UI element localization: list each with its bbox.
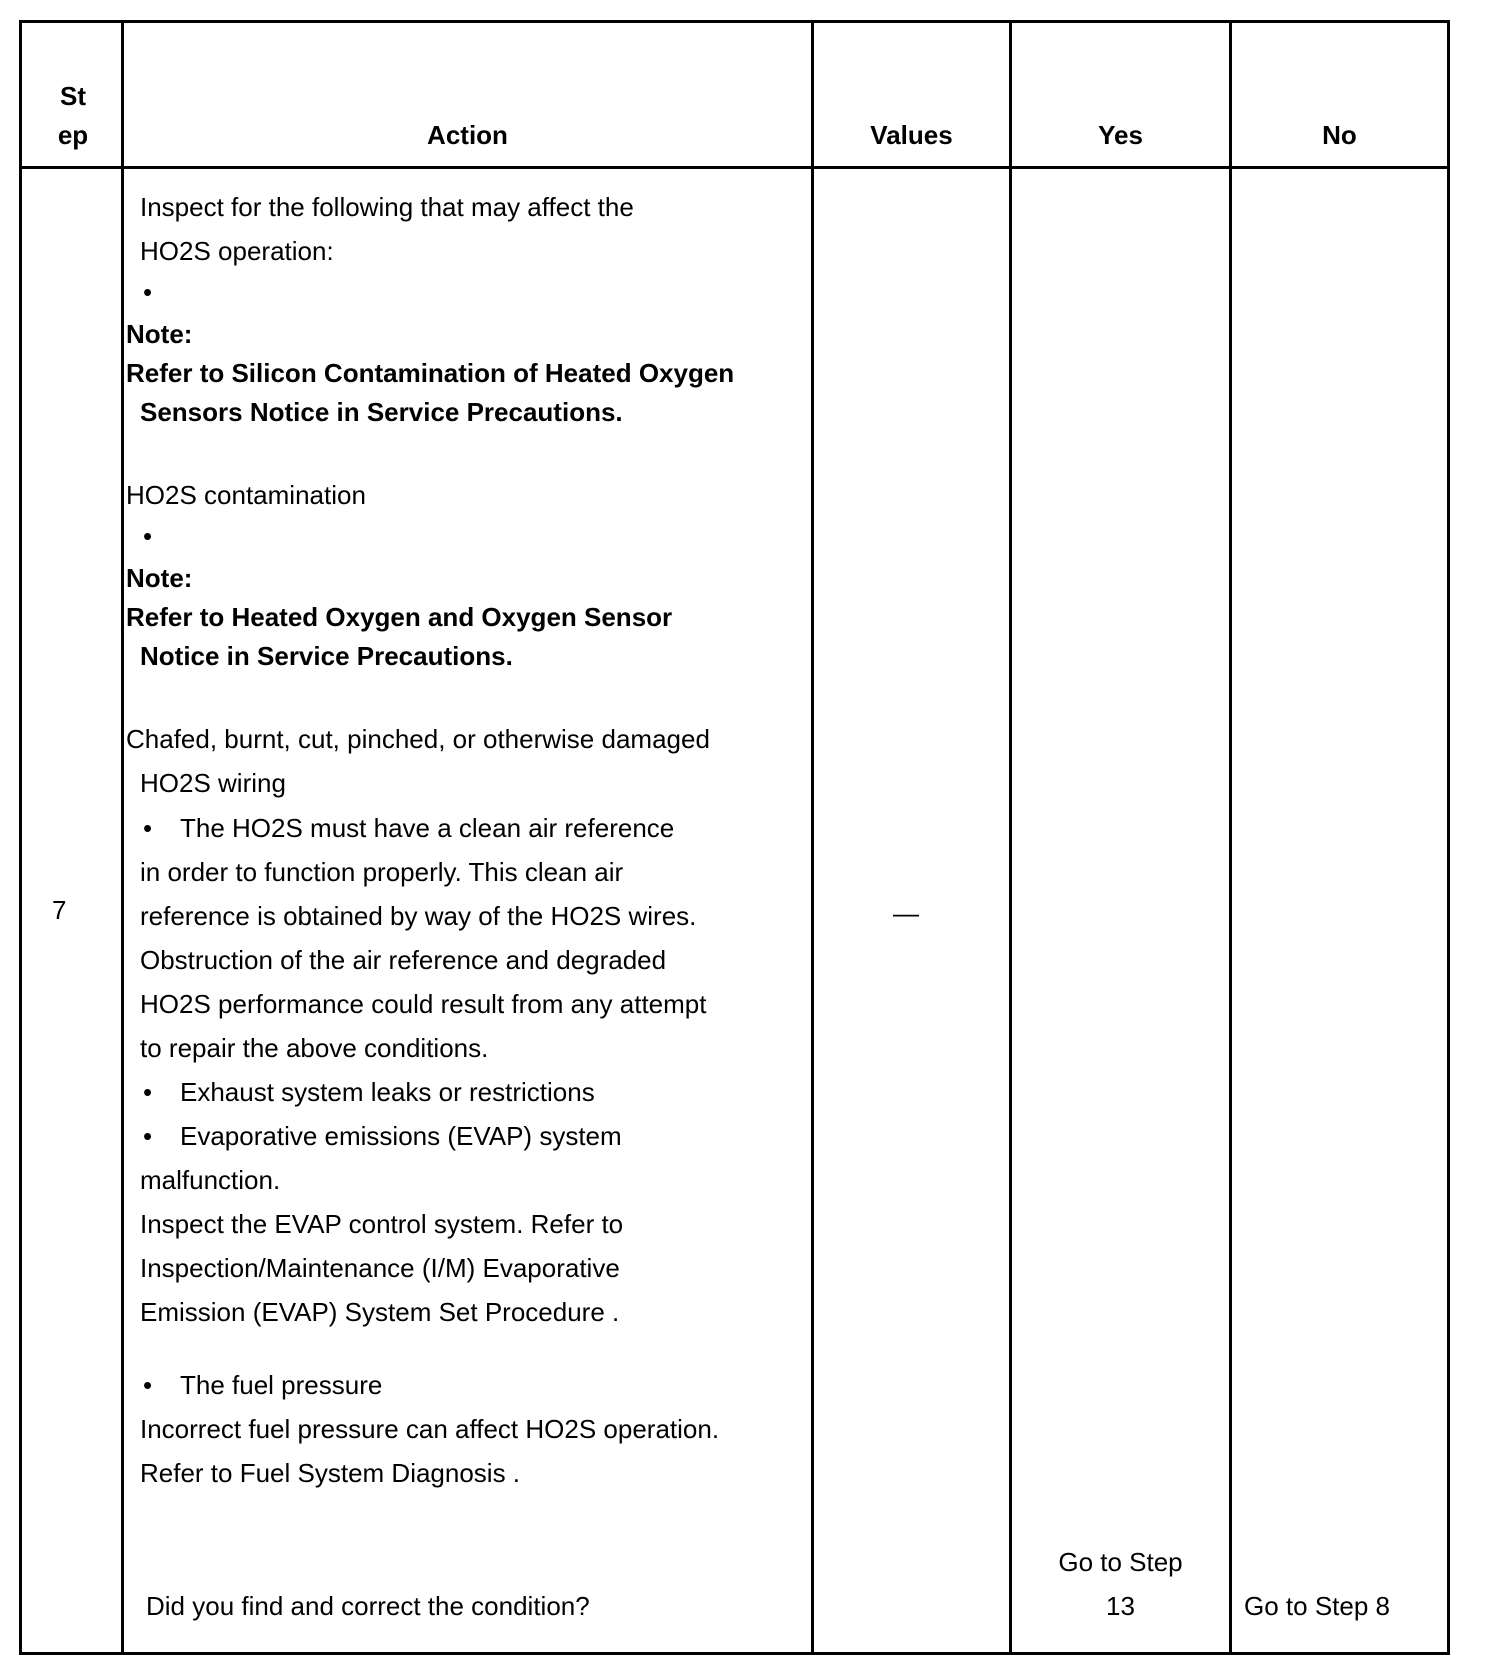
action-line: The fuel pressure	[180, 1370, 383, 1400]
header-yes: Yes	[1098, 120, 1143, 150]
bullet: •	[143, 1121, 153, 1151]
bullet: •	[143, 1370, 153, 1400]
action-line: HO2S contamination	[126, 480, 366, 510]
header-action: Action	[427, 120, 508, 150]
header-divider	[19, 166, 1450, 169]
bullet: •	[143, 277, 153, 307]
action-line: Evaporative emissions (EVAP) system	[180, 1121, 622, 1151]
action-line: HO2S wiring	[140, 768, 286, 798]
column-divider-yes	[1229, 20, 1232, 1655]
column-divider-step	[121, 20, 124, 1655]
bullet: •	[143, 521, 153, 551]
table-border-left	[19, 20, 22, 1655]
yes-cell-line2: 13	[1106, 1591, 1135, 1621]
action-line: Chafed, burnt, cut, pinched, or otherwise damaged	[126, 724, 710, 754]
column-divider-action	[811, 20, 814, 1655]
note-text: Refer to Silicon Contamination of Heated Oxygen	[126, 358, 735, 388]
header-no: No	[1322, 120, 1357, 150]
note-label: Note:	[126, 319, 193, 349]
action-line: HO2S performance could result from any attempt	[140, 989, 707, 1019]
note-text: Notice in Service Precautions.	[140, 641, 513, 671]
step-number: 7	[52, 895, 67, 925]
header-step-line2: ep	[57, 120, 89, 150]
action-line: Incorrect fuel pressure can affect HO2S operation.	[140, 1414, 720, 1444]
action-line: Refer to Fuel System Diagnosis .	[140, 1458, 521, 1488]
action-line: Exhaust system leaks or restrictions	[180, 1077, 595, 1107]
yes-cell-line1: Go to Step	[1058, 1547, 1183, 1577]
action-line: in order to function properly. This clean air	[140, 857, 624, 887]
note-label: Note:	[126, 563, 193, 593]
header-values: Values	[870, 120, 953, 150]
bullet: •	[143, 1077, 153, 1107]
action-line: Inspection/Maintenance (I/M) Evaporative	[140, 1253, 620, 1283]
action-line: The HO2S must have a clean air reference	[180, 813, 675, 843]
question-line: Did you find and correct the condition?	[146, 1591, 590, 1621]
action-line: reference is obtained by way of the HO2S wires.	[140, 901, 697, 931]
table-border-bottom	[19, 1652, 1450, 1655]
action-line: Obstruction of the air reference and degraded	[140, 945, 667, 975]
note-text: Sensors Notice in Service Precautions.	[140, 397, 623, 427]
action-line: to repair the above conditions.	[140, 1033, 489, 1063]
action-line: Inspect the EVAP control system. Refer to	[140, 1209, 624, 1239]
action-line: Emission (EVAP) System Set Procedure .	[140, 1297, 620, 1327]
header-step-line1: St	[60, 81, 86, 111]
table-border-right	[1447, 20, 1450, 1655]
values-cell: —	[893, 898, 919, 928]
note-text: Refer to Heated Oxygen and Oxygen Sensor	[126, 602, 673, 632]
action-line: malfunction.	[140, 1165, 281, 1195]
table-border-top	[19, 20, 1450, 23]
action-line: HO2S operation:	[140, 236, 334, 266]
action-line: Inspect for the following that may affect the	[140, 192, 634, 222]
bullet: •	[143, 813, 153, 843]
no-cell: Go to Step 8	[1244, 1591, 1390, 1621]
column-divider-values	[1009, 20, 1012, 1655]
